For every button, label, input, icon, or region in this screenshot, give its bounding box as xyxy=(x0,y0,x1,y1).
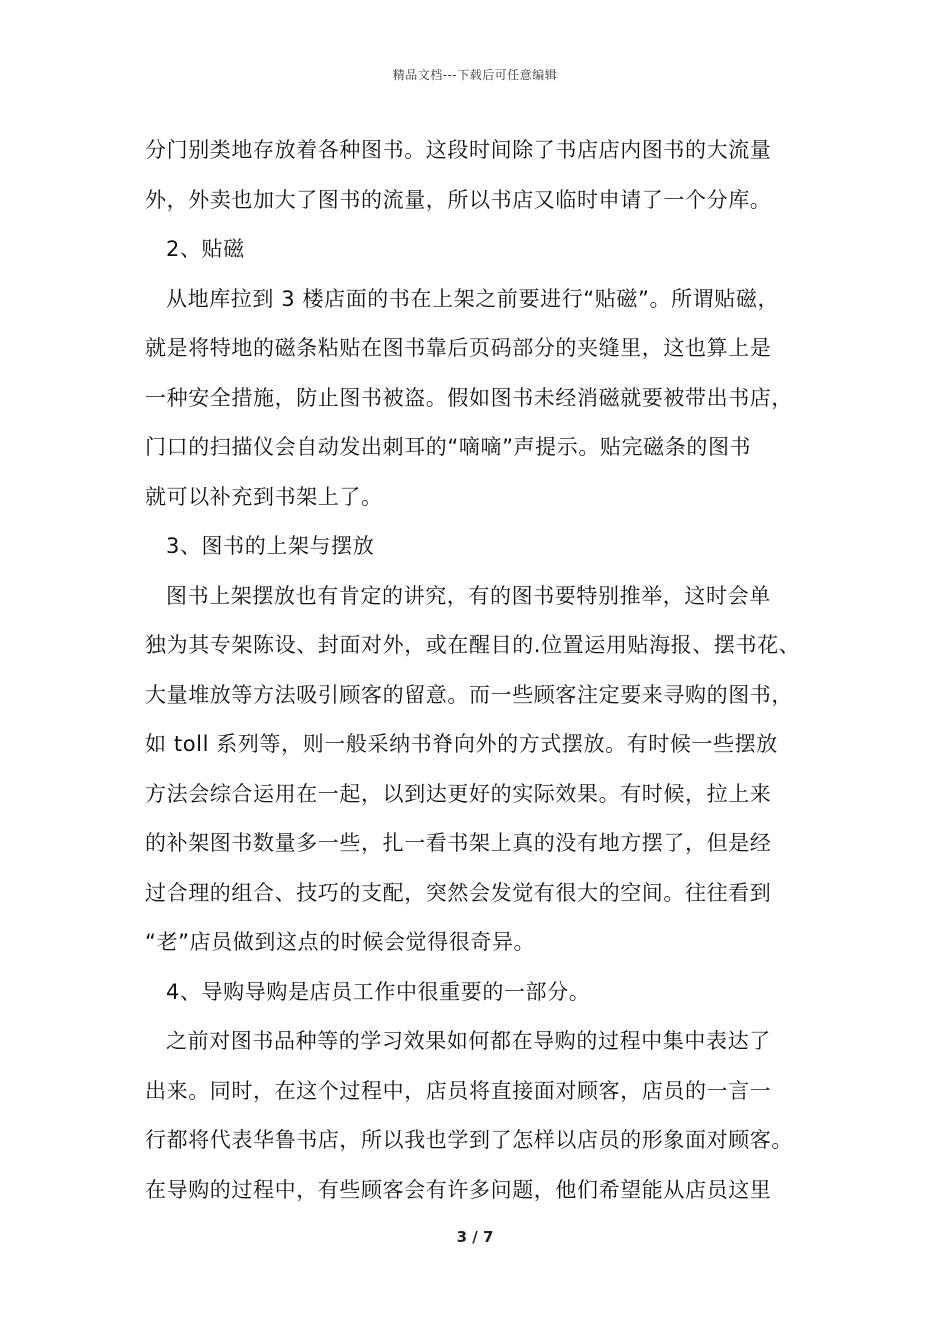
body-line: 一种安全措施，防止图书被盗。假如图书未经消磁就要被带出书店， xyxy=(145,385,793,410)
page-header: 精品文档---下载后可任意编辑 xyxy=(392,68,558,82)
body-line: 就是将特地的磁条粘贴在图书靠后页码部分的夹缝里，这也算上是 xyxy=(145,336,772,360)
body-line: 大量堆放等方法吸引顾客的留意。而一些顾客注定要来寻购的图书， xyxy=(145,682,793,707)
body-line: “老”店员做到这点的时候会觉得很奇异。 xyxy=(145,930,536,954)
body-line: 门口的扫描仪会自动发出刺耳的“嘀嘀”声提示。贴完磁条的图书 xyxy=(145,435,752,459)
body-line: 独为其专架陈设、封面对外，或在醒目的.位置运用贴海报、摆书花、 xyxy=(145,633,801,657)
section-heading: 4、导购导购是店员工作中很重要的一部分。 xyxy=(166,979,591,1004)
body-line: 之前对图书品种等的学习效果如何都在导购的过程中集中表达了 xyxy=(166,1029,771,1053)
body-line: 分门别类地存放着各种图书。这段时间除了书店店内图书的大流量 xyxy=(145,138,772,162)
body-line: 从地库拉到 3 楼店面的书在上架之前要进行“贴磁”。所谓贴磁， xyxy=(166,286,780,311)
body-line: 如 toll 系列等，则一般采纳书脊向外的方式摆放。有时候一些摆放 xyxy=(145,732,778,756)
body-line: 图书上架摆放也有肯定的讲究，有的图书要特别推举，这时会单 xyxy=(166,583,771,608)
document-body xyxy=(145,126,815,1215)
body-line: 方法会综合运用在一起，以到达更好的实际效果。有时候，拉上来 xyxy=(145,781,772,806)
body-line: 行都将代表华鲁书店，所以我也学到了怎样以店员的形象面对顾客。 xyxy=(145,1128,793,1152)
body-line: 在导购的过程中，有些顾客会有许多问题，他们希望能从店员这里 xyxy=(145,1177,772,1202)
section-heading: 3、图书的上架与摆放 xyxy=(166,534,375,558)
body-line: 过合理的组合、技巧的支配，突然会发觉有很大的空间。往往看到 xyxy=(145,880,772,905)
body-line: 就可以补充到书架上了。 xyxy=(145,484,383,509)
body-line: 出来。同时，在这个过程中，店员将直接面对顾客，店员的一言一 xyxy=(145,1078,772,1103)
body-line: 外，外卖也加大了图书的流量，所以书店又临时申请了一个分库。 xyxy=(145,187,772,212)
page-number: 3 / 7 xyxy=(456,1228,494,1246)
section-heading: 2、贴磁 xyxy=(166,237,245,261)
body-line: 的补架图书数量多一些，扎一看书架上真的没有地方摆了，但是经 xyxy=(145,831,772,855)
